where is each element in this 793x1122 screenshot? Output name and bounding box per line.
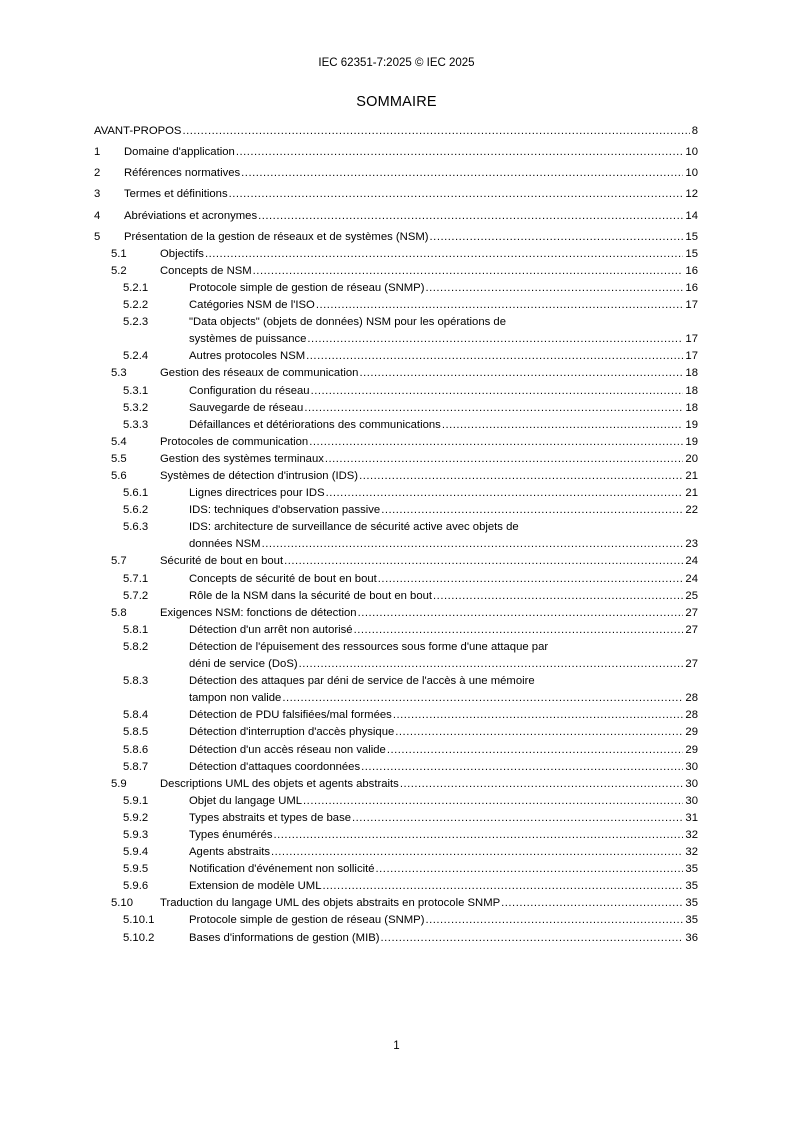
toc-entry xyxy=(94,297,698,314)
dot-leader xyxy=(395,724,683,741)
toc-entry xyxy=(94,844,698,861)
toc-entry xyxy=(94,434,698,451)
toc-entry xyxy=(94,912,698,929)
toc-entry xyxy=(94,724,698,741)
dot-leader xyxy=(271,844,683,861)
toc-entry xyxy=(94,673,698,707)
toc-entry-number: 3 xyxy=(94,188,101,201)
document-header: IEC 62351-7:2025 © IEC 2025 xyxy=(318,57,475,69)
toc-entry xyxy=(94,878,698,895)
toc-entry-page: 10 xyxy=(685,167,698,180)
toc-entry-page: 12 xyxy=(685,188,698,201)
dot-leader xyxy=(229,186,684,203)
dot-leader xyxy=(442,417,684,434)
dot-leader xyxy=(359,468,683,485)
dot-leader xyxy=(282,690,683,707)
dot-leader xyxy=(306,348,683,365)
toc-entry-number: 1 xyxy=(94,146,101,159)
dot-leader xyxy=(387,742,684,759)
toc-entry xyxy=(94,776,698,793)
dot-leader xyxy=(354,622,684,639)
toc-entry-page: 30 xyxy=(685,760,698,773)
toc-entry xyxy=(94,793,698,810)
table-of-contents xyxy=(94,123,698,947)
toc-entry-number: 5.9.6 xyxy=(123,880,149,893)
toc-entry xyxy=(94,930,698,947)
toc-entry-page: 10 xyxy=(685,146,698,159)
toc-entry-page: 17 xyxy=(685,350,698,363)
toc-entry xyxy=(94,639,698,673)
dot-leader xyxy=(393,707,684,724)
dot-leader xyxy=(323,878,684,895)
toc-entry-title: Détection d'un arrêt non autorisé xyxy=(189,623,353,636)
toc-entry xyxy=(94,365,698,382)
toc-entry-page: 19 xyxy=(685,418,698,431)
toc-entry-page: 32 xyxy=(685,846,698,859)
toc-entry-page: 30 xyxy=(685,794,698,807)
toc-entry-title: Domaine d'application xyxy=(124,146,235,159)
toc-entry-page: 23 xyxy=(685,538,698,551)
dot-leader xyxy=(274,827,684,844)
toc-entry-title: Types énumérés xyxy=(189,828,273,841)
toc-entry-title: tampon non valide xyxy=(189,692,282,705)
toc-entry-page: 36 xyxy=(685,931,698,944)
toc-entry-title: Détection de PDU falsifiées/mal formées xyxy=(189,709,392,722)
dot-leader xyxy=(205,246,683,263)
toc-entry-number: 5.8.2 xyxy=(123,640,149,653)
toc-entry-number: 5.8.7 xyxy=(123,760,149,773)
toc-entry-title: IDS: techniques d'observation passive xyxy=(189,504,381,517)
toc-entry-title: Agents abstraits xyxy=(189,846,271,859)
dot-leader xyxy=(378,571,684,588)
dot-leader xyxy=(316,297,684,314)
toc-entry xyxy=(94,246,698,263)
toc-entry-number: 5.9.1 xyxy=(123,794,149,807)
dot-leader xyxy=(304,400,683,417)
toc-entry xyxy=(94,759,698,776)
toc-entry-title: Types abstraits et types de base xyxy=(189,811,352,824)
toc-entry-title: Références normatives xyxy=(124,167,241,180)
toc-entry-page: 35 xyxy=(685,880,698,893)
dot-leader xyxy=(299,656,684,673)
toc-entry-number: 5.8 xyxy=(111,606,127,619)
toc-entry-number: 4 xyxy=(94,209,101,222)
toc-entry-title: Lignes directrices pour IDS xyxy=(189,487,325,500)
toc-entry-page: 28 xyxy=(685,709,698,722)
toc-entry-title: Protocole simple de gestion de réseau (SNMP) xyxy=(189,281,425,294)
toc-entry-page: 30 xyxy=(685,777,698,790)
dot-leader xyxy=(430,229,684,246)
toc-entry-page: 27 xyxy=(685,606,698,619)
dot-leader xyxy=(309,434,683,451)
dot-leader xyxy=(359,365,683,382)
page-title: SOMMAIRE xyxy=(356,94,437,110)
toc-entry-page: 19 xyxy=(685,435,698,448)
toc-entry-page: 20 xyxy=(685,452,698,465)
toc-entry xyxy=(94,165,698,182)
toc-entry xyxy=(94,553,698,570)
toc-entry-number: 5.2.2 xyxy=(123,299,149,312)
toc-entry-title: Gestion des réseaux de communication xyxy=(160,367,359,380)
toc-entry-number: 5.10.2 xyxy=(123,931,155,944)
toc-entry-title: Sauvegarde de réseau xyxy=(189,401,304,414)
toc-entry-title: Présentation de la gestion de réseaux et de systèmes (NSM) xyxy=(124,230,429,243)
toc-entry xyxy=(94,123,698,140)
dot-leader xyxy=(311,383,684,400)
toc-entry-page: 17 xyxy=(685,333,698,346)
toc-entry-number: 5.2.3 xyxy=(123,316,149,329)
toc-entry xyxy=(94,451,698,468)
toc-entry-page: 14 xyxy=(685,209,698,222)
toc-entry-page: 35 xyxy=(685,914,698,927)
toc-entry-page: 22 xyxy=(685,504,698,517)
page-number: 1 xyxy=(393,1040,400,1052)
toc-entry-page: 21 xyxy=(685,487,698,500)
toc-entry-number: 5.7 xyxy=(111,555,127,568)
dot-leader xyxy=(182,123,689,140)
toc-entry xyxy=(94,502,698,519)
dot-leader xyxy=(325,451,684,468)
toc-entry-page: 32 xyxy=(685,828,698,841)
toc-entry-title: Détection d'attaques coordonnées xyxy=(189,760,361,773)
toc-entry-title: Notification d'événement non sollicité xyxy=(189,863,375,876)
toc-entry-page: 18 xyxy=(685,401,698,414)
toc-entry-page: 15 xyxy=(685,230,698,243)
toc-entry-title: Traduction du langage UML des objets abstraits en protocole SNMP xyxy=(160,897,501,910)
toc-entry-page: 27 xyxy=(685,623,698,636)
toc-entry xyxy=(94,742,698,759)
toc-entry-number: 5.9.3 xyxy=(123,828,149,841)
toc-entry-number: 5.4 xyxy=(111,435,127,448)
dot-leader xyxy=(381,502,683,519)
toc-entry-number: 5.9 xyxy=(111,777,127,790)
toc-entry-page: 17 xyxy=(685,299,698,312)
toc-entry-title: Sécurité de bout en bout xyxy=(160,555,284,568)
toc-entry-page: 8 xyxy=(691,125,698,137)
dot-leader xyxy=(236,144,684,161)
toc-entry-number: 5.2.1 xyxy=(123,281,149,294)
toc-entry-title: Protocole simple de gestion de réseau (SNMP) xyxy=(189,914,425,927)
toc-entry-title-first-line: Détection de l'épuisement des ressources sous forme d'une attaque par xyxy=(189,640,549,653)
toc-entry-number: 5.8.5 xyxy=(123,726,149,739)
toc-entry-number: 5.7.1 xyxy=(123,572,149,585)
toc-entry-title: AVANT-PROPOS xyxy=(94,125,182,137)
toc-entry xyxy=(94,417,698,434)
toc-entry-number: 5.2.4 xyxy=(123,350,149,363)
toc-entry-page: 29 xyxy=(685,726,698,739)
toc-entry-title: Autres protocoles NSM xyxy=(189,350,306,363)
toc-entry-title: Objet du langage UML xyxy=(189,794,303,807)
toc-entry-page: 18 xyxy=(685,367,698,380)
toc-entry-title-first-line: Détection des attaques par déni de service de l'accès à une mémoire xyxy=(189,675,535,688)
toc-entry-title: Détection d'interruption d'accès physique xyxy=(189,726,395,739)
toc-entry xyxy=(94,588,698,605)
toc-entry-title: Concepts de sécurité de bout en bout xyxy=(189,572,377,585)
toc-entry-page: 15 xyxy=(685,247,698,260)
dot-leader xyxy=(361,759,683,776)
toc-entry xyxy=(94,519,698,553)
dot-leader xyxy=(352,810,683,827)
toc-entry-page: 16 xyxy=(685,264,698,277)
toc-entry xyxy=(94,383,698,400)
toc-entry-number: 5.9.5 xyxy=(123,863,149,876)
toc-entry-page: 29 xyxy=(685,743,698,756)
toc-entry xyxy=(94,263,698,280)
toc-entry-title: Protocoles de communication xyxy=(160,435,309,448)
toc-entry-page: 35 xyxy=(685,897,698,910)
toc-entry-title: Termes et définitions xyxy=(124,188,228,201)
toc-entry-number: 5.3 xyxy=(111,367,127,380)
dot-leader xyxy=(307,331,683,348)
dot-leader xyxy=(326,485,684,502)
toc-entry-title: systèmes de puissance xyxy=(189,333,307,346)
toc-entry-number: 5.6 xyxy=(111,470,127,483)
toc-entry xyxy=(94,229,698,246)
toc-entry-number: 5.3.1 xyxy=(123,384,149,397)
toc-entry-page: 24 xyxy=(685,555,698,568)
toc-entry-title: Systèmes de détection d'intrusion (IDS) xyxy=(160,470,359,483)
toc-entry xyxy=(94,571,698,588)
toc-entry-number: 5.8.3 xyxy=(123,675,149,688)
toc-entry xyxy=(94,280,698,297)
dot-leader xyxy=(262,536,684,553)
toc-entry-title-first-line: IDS: architecture de surveillance de sécurité active avec objets de xyxy=(189,521,519,534)
dot-leader xyxy=(425,280,683,297)
dot-leader xyxy=(425,912,683,929)
dot-leader xyxy=(376,861,684,878)
toc-entry xyxy=(94,400,698,417)
dot-leader xyxy=(433,588,683,605)
toc-entry-number: 2 xyxy=(94,167,101,180)
toc-entry-page: 25 xyxy=(685,589,698,602)
toc-entry-title: Exigences NSM: fonctions de détection xyxy=(160,606,357,619)
toc-entry xyxy=(94,605,698,622)
toc-entry-title: Rôle de la NSM dans la sécurité de bout en bout xyxy=(189,589,433,602)
toc-entry-title: données NSM xyxy=(189,538,261,551)
toc-entry-title: Catégories NSM de l'ISO xyxy=(189,299,315,312)
toc-entry xyxy=(94,861,698,878)
toc-entry-page: 27 xyxy=(685,658,698,671)
toc-entry-number: 5.6.2 xyxy=(123,504,149,517)
toc-entry xyxy=(94,208,698,225)
toc-entry-number: 5.2 xyxy=(111,264,127,277)
toc-entry-title-first-line: "Data objects" (objets de données) NSM pour les opérations de xyxy=(189,316,506,329)
toc-entry xyxy=(94,314,698,348)
toc-entry xyxy=(94,144,698,161)
toc-entry-number: 5.9.2 xyxy=(123,811,149,824)
toc-entry-number: 5.3.3 xyxy=(123,418,149,431)
dot-leader xyxy=(253,263,684,280)
toc-entry xyxy=(94,810,698,827)
toc-entry-number: 5.6.3 xyxy=(123,521,149,534)
toc-entry-title: déni de service (DoS) xyxy=(189,658,298,671)
toc-entry xyxy=(94,485,698,502)
toc-entry-number: 5.10.1 xyxy=(123,914,155,927)
toc-entry-number: 5 xyxy=(94,230,101,243)
dot-leader xyxy=(284,553,683,570)
toc-entry-title: Descriptions UML des objets et agents abstraits xyxy=(160,777,399,790)
toc-entry-title: Configuration du réseau xyxy=(189,384,310,397)
toc-entry-title: Bases d'informations de gestion (MIB) xyxy=(189,931,380,944)
toc-entry xyxy=(94,348,698,365)
toc-entry-title: Gestion des systèmes terminaux xyxy=(160,452,324,465)
toc-entry-number: 5.8.1 xyxy=(123,623,149,636)
toc-entry-title: Défaillances et détériorations des communications xyxy=(189,418,441,431)
toc-entry-number: 5.6.1 xyxy=(123,487,149,500)
toc-entry-number: 5.7.2 xyxy=(123,589,149,602)
toc-entry-number: 5.9.4 xyxy=(123,846,149,859)
toc-entry-title: Concepts de NSM xyxy=(160,264,252,277)
toc-entry-page: 16 xyxy=(685,281,698,294)
dot-leader xyxy=(241,165,683,182)
dot-leader xyxy=(358,605,684,622)
toc-entry-page: 24 xyxy=(685,572,698,585)
toc-entry-number: 5.8.4 xyxy=(123,709,149,722)
toc-entry-number: 5.5 xyxy=(111,452,127,465)
toc-entry-number: 5.8.6 xyxy=(123,743,149,756)
dot-leader xyxy=(258,208,683,225)
toc-entry-page: 28 xyxy=(685,692,698,705)
toc-entry xyxy=(94,827,698,844)
toc-entry-page: 31 xyxy=(685,811,698,824)
toc-entry-page: 35 xyxy=(685,863,698,876)
toc-entry-title: Objectifs xyxy=(160,247,204,260)
toc-entry-title: Détection d'un accès réseau non valide xyxy=(189,743,386,756)
toc-entry-number: 5.3.2 xyxy=(123,401,149,414)
dot-leader xyxy=(381,930,684,947)
toc-entry-title: Abréviations et acronymes xyxy=(124,209,258,222)
dot-leader xyxy=(501,895,683,912)
toc-entry xyxy=(94,622,698,639)
dot-leader xyxy=(400,776,684,793)
toc-entry-title: Extension de modèle UML xyxy=(189,880,322,893)
toc-entry xyxy=(94,468,698,485)
dot-leader xyxy=(303,793,683,810)
toc-entry-page: 21 xyxy=(685,470,698,483)
toc-entry-number: 5.10 xyxy=(111,897,133,910)
toc-entry-number: 5.1 xyxy=(111,247,127,260)
toc-entry xyxy=(94,186,698,203)
toc-entry xyxy=(94,895,698,912)
toc-entry-page: 18 xyxy=(685,384,698,397)
toc-entry xyxy=(94,707,698,724)
